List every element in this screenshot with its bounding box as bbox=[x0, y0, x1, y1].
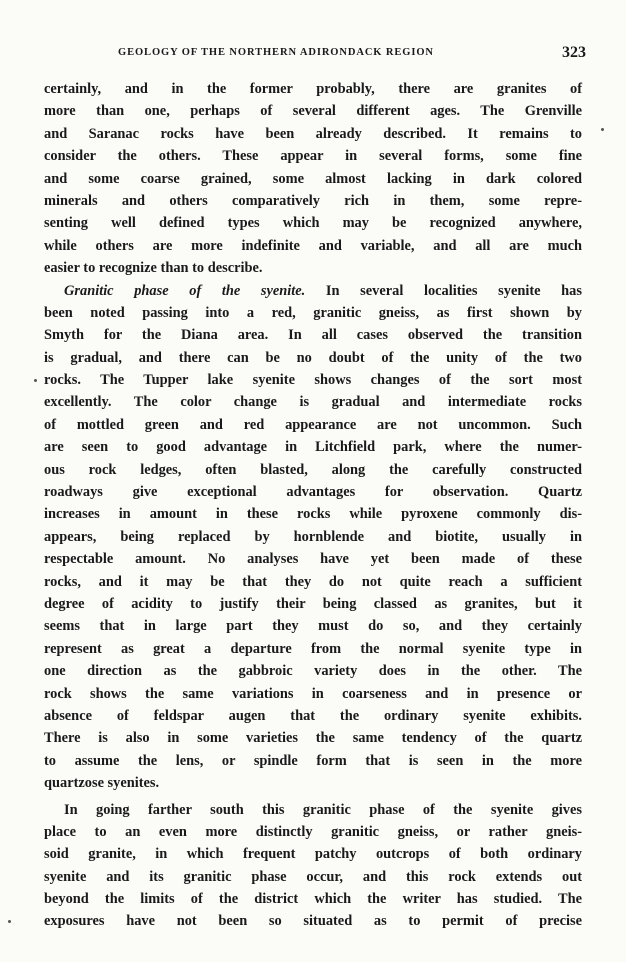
text-line-first bbox=[44, 280, 582, 302]
text-line: rocks. The Tupper lake syenite shows changes of the sort most bbox=[44, 372, 582, 389]
text-line: of mottled green and red appearance are not uncommon. Such bbox=[44, 416, 582, 433]
section-heading: Granitic phase of the syenite. bbox=[64, 282, 306, 299]
text-line: certainly, and in the former probably, there are granites of bbox=[44, 81, 582, 97]
text-line: syenite and its granitic phase occur, and this rock extends out bbox=[44, 868, 582, 885]
text-line: are seen to good advantage in Litchfield park, where the numer- bbox=[44, 439, 582, 456]
scan-speck bbox=[8, 920, 11, 923]
text-line: senting well defined types which may be recognized anywhere, bbox=[44, 215, 582, 232]
text-line: beyond the limits of the district which the writer has studied. The bbox=[44, 891, 582, 908]
page-number: 323 bbox=[562, 44, 586, 61]
text-line: respectable amount. No analyses have yet been made of these bbox=[44, 551, 582, 568]
text-line-first: In going farther south this granitic phase of the syenite gives bbox=[64, 801, 582, 818]
text-line: ous rock ledges, often blasted, along the carefully constructed bbox=[44, 461, 582, 478]
paragraph-3 bbox=[44, 799, 582, 933]
text-fragment: In several localities syenite has bbox=[305, 282, 582, 299]
body-text bbox=[44, 78, 582, 933]
text-line: soid granite, in which frequent patchy outcrops of both ordinary bbox=[44, 846, 582, 863]
text-line: one direction as the gabbroic variety does in the other. The bbox=[44, 663, 582, 680]
text-line: excellently. The color change is gradual and intermediate rocks bbox=[44, 394, 582, 411]
text-line: represent as great a departure from the normal syenite type in bbox=[44, 640, 582, 657]
text-line: Smyth for the Diana area. In all cases observed the transition bbox=[44, 327, 582, 344]
running-head: GEOLOGY OF THE NORTHERN ADIRONDACK REGION bbox=[118, 47, 434, 58]
text-line: degree of acidity to justify their being classed as granites, but it bbox=[44, 595, 582, 612]
text-line: place to an even more distinctly granitic gneiss, or rather gneis- bbox=[44, 823, 582, 840]
text-line: been noted passing into a red, granitic gneiss, as first shown by bbox=[44, 304, 582, 321]
scan-speck bbox=[601, 128, 604, 131]
page-header bbox=[118, 44, 588, 64]
scan-speck bbox=[34, 379, 37, 382]
text-line: rock shows the same variations in coarseness and in presence or bbox=[44, 685, 582, 702]
text-line: easier to recognize than to describe. bbox=[44, 260, 263, 277]
text-line: appears, being replaced by hornblende and biotite, usually in bbox=[44, 528, 582, 545]
text-line: consider the others. These appear in several forms, some fine bbox=[44, 148, 582, 165]
text-line: to assume the lens, or spindle form that is seen in the more bbox=[44, 752, 582, 769]
paragraph-1 bbox=[44, 78, 582, 280]
text-line: minerals and others comparatively rich in them, some repre- bbox=[44, 192, 582, 209]
text-line: rocks, and it may be that they do not quite reach a sufficient bbox=[44, 573, 582, 590]
text-line: increases in amount in these rocks while pyroxene commonly dis- bbox=[44, 506, 582, 523]
text-line: There is also in some varieties the same tendency of the quartz bbox=[44, 730, 582, 747]
text-line: while others are more indefinite and variable, and all are much bbox=[44, 237, 582, 254]
paragraph-2 bbox=[44, 280, 582, 795]
text-line: and Saranac rocks have been already described. It remains to bbox=[44, 125, 582, 142]
text-line: absence of feldspar augen that the ordinary syenite exhibits. bbox=[44, 707, 582, 724]
text-line: quartzose syenites. bbox=[44, 775, 160, 792]
text-line: exposures have not been so situated as to permit of precise bbox=[44, 913, 582, 930]
text-line: seems that in large part they must do so, and they certainly bbox=[44, 618, 582, 635]
text-line: is gradual, and there can be no doubt of the unity of the two bbox=[44, 349, 582, 366]
text-line: more than one, perhaps of several different ages. The Grenville bbox=[44, 103, 582, 120]
text-line: roadways give exceptional advantages for observation. Quartz bbox=[44, 484, 582, 501]
text-line: and some coarse grained, some almost lacking in dark colored bbox=[44, 170, 582, 187]
